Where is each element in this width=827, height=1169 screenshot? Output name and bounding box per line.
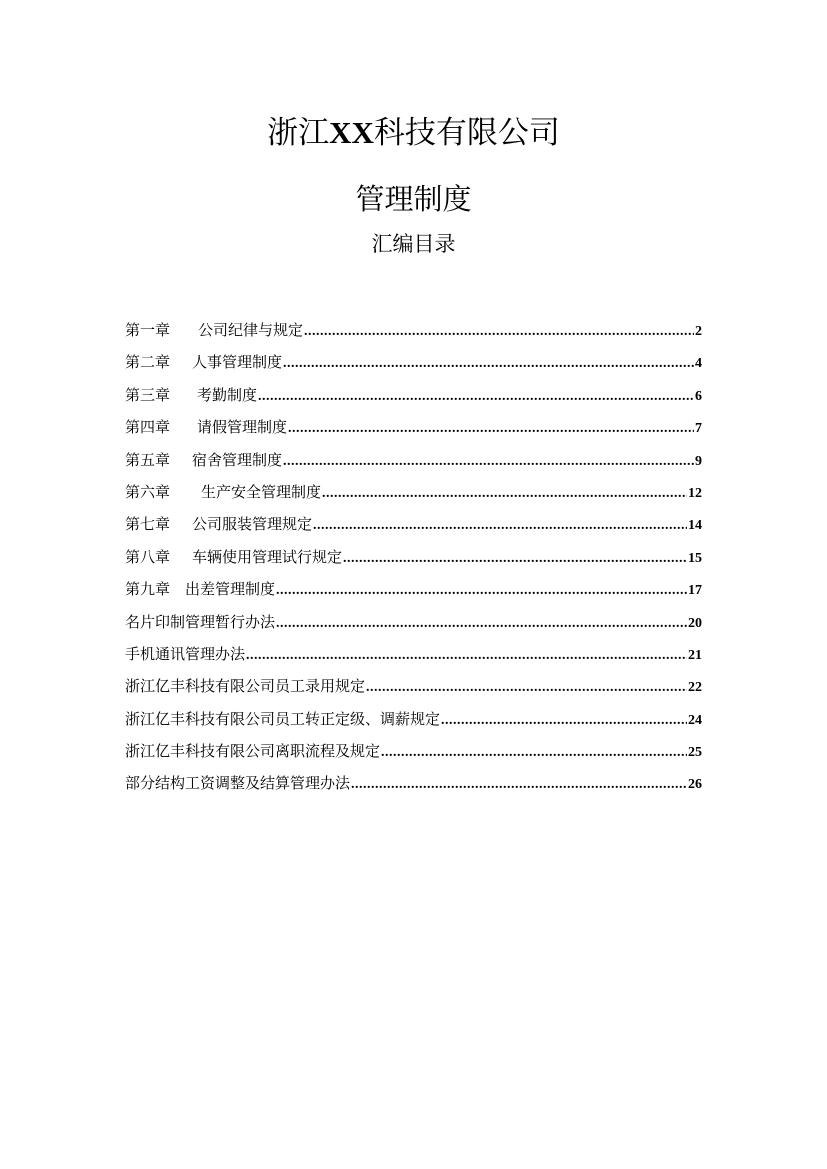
toc-dot-leader [276,575,687,607]
toc-entry-title: 请假管理制度 [197,418,288,437]
toc-entry-title: 浙江亿丰科技有限公司离职流程及规定 [125,742,381,761]
toc-dot-leader [304,316,694,348]
toc-page-number: 12 [688,485,702,501]
toc-page-number: 24 [688,712,702,728]
company-title [0,113,827,153]
toc-entry-title: 名片印制管理暂行办法 [125,612,276,631]
toc-dot-leader [258,381,694,413]
toc-page-number: 25 [688,745,702,761]
toc-entry[interactable] [125,508,702,540]
toc-entry[interactable] [125,314,702,346]
toc-entry[interactable] [125,379,702,411]
toc-entry-title: 生产安全管理制度 [201,482,322,501]
toc-page-number: 22 [688,680,702,696]
toc-page-number: 20 [688,615,702,631]
toc-chapter-label: 第二章 [125,353,171,372]
toc-dot-leader [441,705,687,737]
toc-entry[interactable] [125,346,702,378]
toc-dot-leader [246,640,687,672]
toc-page-number: 6 [695,388,702,404]
toc-entry-title: 手机通讯管理办法 [125,644,246,663]
toc-dot-leader [381,737,687,769]
toc-dot-leader [366,672,687,704]
toc-chapter-label: 第九章 [125,580,171,599]
toc-page-number: 17 [688,583,702,599]
toc-page-number: 26 [688,777,702,793]
toc-entry[interactable] [125,735,702,767]
toc-chapter-label: 第七章 [125,515,171,534]
toc-dot-leader [322,478,687,510]
toc-page-number: 7 [695,421,702,437]
toc-entry-title: 浙江亿丰科技有限公司员工转正定级、调薪规定 [125,709,441,728]
toc-page-number: 21 [688,647,702,663]
toc-entry[interactable] [125,573,702,605]
toc-heading: 汇编目录 [371,232,456,256]
toc-dot-leader [276,608,687,640]
toc-entry[interactable] [125,703,702,735]
toc-entry-title: 部分结构工资调整及结算管理办法 [125,774,351,793]
toc-page-number: 14 [688,518,702,534]
toc-entry[interactable] [125,541,702,573]
toc-dot-leader [288,413,694,445]
toc-dot-leader [283,446,694,478]
toc-chapter-label: 第三章 [125,385,171,404]
toc-entry[interactable] [125,444,702,476]
toc-chapter-label: 第五章 [125,450,171,469]
toc-chapter-label: 第八章 [125,547,171,566]
toc-entry-title: 公司纪律与规定 [198,321,304,339]
toc-entry-title: 车辆使用管理试行规定 [192,547,343,566]
toc-dot-leader [313,510,687,542]
document-subtitle: 管理制度 [355,182,472,216]
toc-entry[interactable] [125,606,702,638]
toc-entry-title: 考勤制度 [197,385,258,404]
toc-entry[interactable] [125,767,702,799]
toc-dot-leader [351,769,687,801]
toc-entry-title: 宿舍管理制度 [192,450,283,469]
company-title-placeholder: XX [329,115,374,150]
company-title-suffix: 科技有限公司 [373,115,560,151]
toc-entry[interactable] [125,411,702,443]
toc-entry[interactable] [125,638,702,670]
toc-page-number: 9 [695,453,702,469]
toc-page-number: 4 [695,356,702,372]
toc-entry[interactable] [125,670,702,702]
toc-page-number: 15 [688,550,702,566]
toc-page-number: 2 [695,324,702,339]
toc-entry-title: 公司服装管理规定 [192,515,313,534]
toc-chapter-label: 第四章 [125,418,171,437]
toc-entry-title: 人事管理制度 [192,353,283,372]
toc-entry-title: 出差管理制度 [185,580,276,599]
toc-chapter-label: 第六章 [125,482,171,501]
company-title-prefix: 浙江 [267,115,330,151]
toc-dot-leader [283,348,694,380]
toc-entry[interactable] [125,476,702,508]
toc-chapter-label: 第一章 [125,321,171,339]
table-of-contents [125,314,702,800]
toc-dot-leader [343,543,687,575]
toc-entry-title: 浙江亿丰科技有限公司员工录用规定 [125,677,366,696]
